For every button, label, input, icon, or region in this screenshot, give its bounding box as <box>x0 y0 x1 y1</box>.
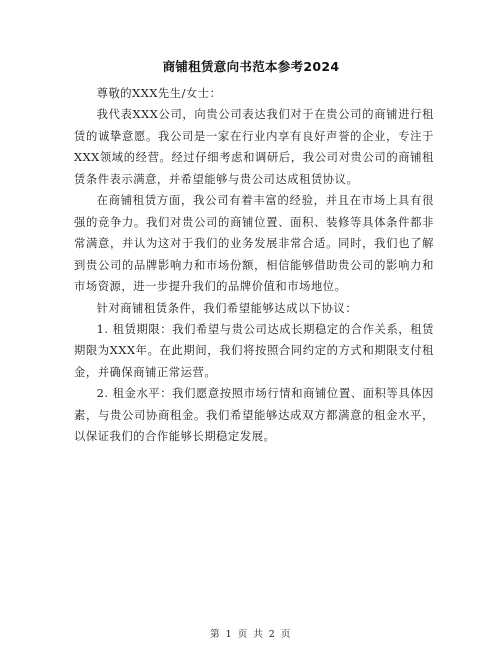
document-title: 商铺租赁意向书范本参考2024 <box>162 59 340 74</box>
salutation: 尊敬的XXX先生/女士： <box>96 87 222 100</box>
paragraph-experience: 在商铺租赁方面，我公司有着丰富的经验，并且在市场上具有很强的竞争力。我们对贵公司的商铺位置、面积、装修等具体条件都非常满意，并认为这对于我们的业务发展非常合适。同时，我们也了解到贵公司的品牌影响力和市场份额，相信能够借助贵公司的影响力和市场资源，进一步提升我们的品牌价值和市场地位。 <box>74 194 434 294</box>
page-footer: 第 1 页 共 2 页 <box>210 629 292 640</box>
paragraph-agreement-lead: 针对商铺租赁条件，我们希望能够达成以下协议： <box>96 301 358 315</box>
paragraph-intro: 我代表XXX公司，向贵公司表达我们对于在贵公司的商铺进行租赁的诚挚意愿。我公司是一家在行业内享有良好声誉的企业，专注于XXX领域的经营。经过仔细考虑和调研后，我公司对贵公司的商铺租赁条件表示满意，并希望能够与贵公司达成租赁协议。 <box>74 108 434 186</box>
paragraph-lease-term: 1. 租赁期限：我们希望与贵公司达成长期稳定的合作关系，租赁期限为XXX年。在此期间，我们将按照合同约定的方式和期限支付租金，并确保商铺正常运营。 <box>74 322 434 379</box>
paragraph-rent-level: 2. 租金水平：我们愿意按照市场行情和商铺位置、面积等具体因素，与贵公司协商租金。我们希望能够达成双方都满意的租金水平，以保证我们的合作能够长期稳定发展。 <box>74 387 434 444</box>
document-body <box>74 83 434 448</box>
